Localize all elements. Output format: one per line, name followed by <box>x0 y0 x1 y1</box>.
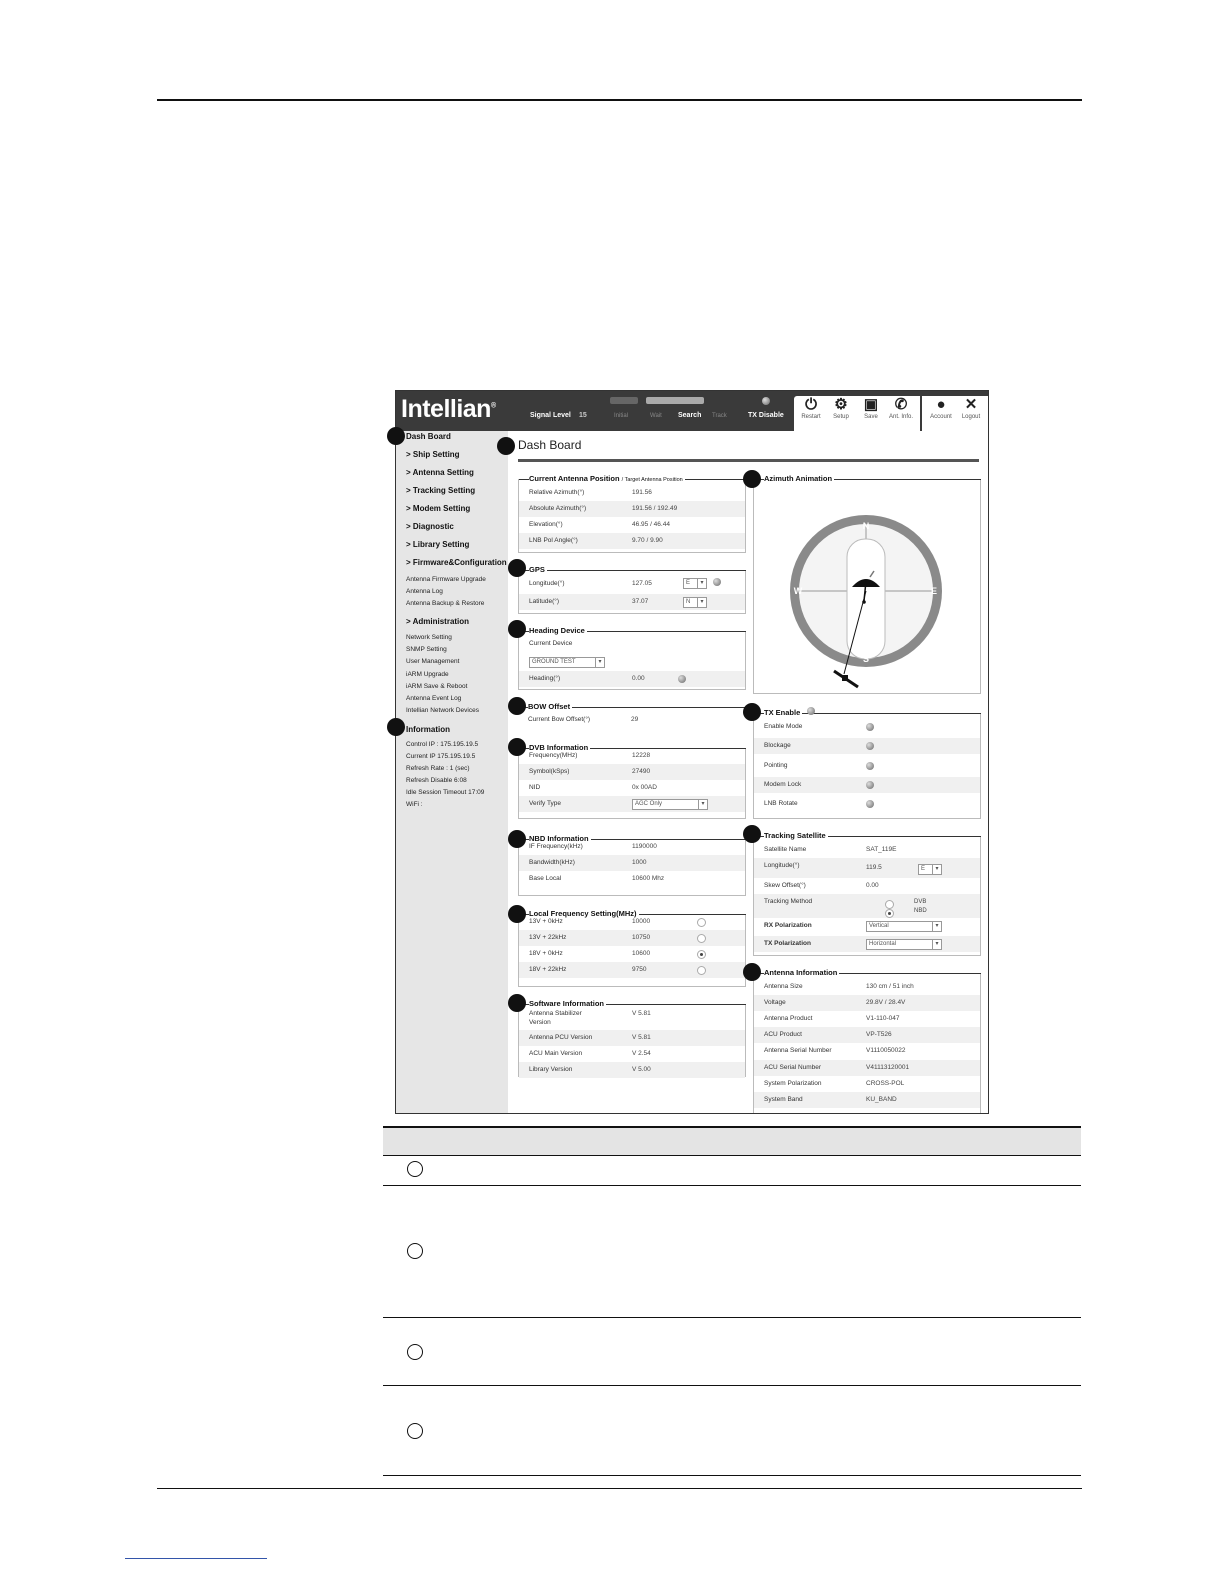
table-row: Current Bow Offset(°) 29 <box>528 716 639 723</box>
toolbar <box>794 396 988 431</box>
user-icon: ● <box>936 396 946 413</box>
web-ui-screenshot <box>395 390 989 1114</box>
tracking-method-dvb-label: DVB <box>914 899 927 905</box>
compass-e-label: E <box>930 586 938 596</box>
info-refresh-rate: Refresh Rate : 1 (sec) <box>406 765 470 772</box>
nbd-information-title: NBD Information <box>529 834 589 843</box>
sidebar-information: Information <box>406 725 450 734</box>
local-frequency-panel <box>518 909 746 987</box>
callout-marker <box>387 718 405 736</box>
local-frequency-title: Local Frequency Setting(MHz) <box>529 909 637 918</box>
sidebar-item-antenna-log[interactable]: Antenna Log <box>406 588 443 595</box>
table-row: 18V + 22kHz 9750 <box>519 962 745 978</box>
sidebar-library-setting[interactable]: > Library Setting <box>406 540 470 549</box>
callout-circle <box>407 1344 423 1360</box>
callout-marker <box>508 905 526 923</box>
sidebar-modem-setting[interactable]: > Modem Setting <box>406 504 471 513</box>
tracking-longitude-direction-select[interactable]: E ▾ <box>918 864 942 875</box>
table-row <box>383 1386 1081 1476</box>
tx-enable-led <box>807 707 815 715</box>
compass-s-label: S <box>862 654 870 664</box>
table-row: Frequency(MHz) 12228 <box>529 752 651 759</box>
table-row: Antenna Size 130 cm / 51 inch <box>764 983 914 990</box>
callout-marker <box>508 559 526 577</box>
table-row: Elevation(°) 46.95 / 46.44 <box>529 521 670 528</box>
table-row: Antenna PCU Version V 5.81 <box>519 1030 745 1046</box>
info-control-ip: Control IP : 175.195.19.5 <box>406 741 479 748</box>
azimuth-animation-title: Azimuth Animation <box>764 474 833 483</box>
signal-bar-left <box>610 397 638 404</box>
signal-level-value: 15 <box>579 412 587 419</box>
sidebar-ship-setting[interactable]: > Ship Setting <box>406 450 460 459</box>
gps-title: GPS <box>529 565 545 574</box>
tx-polarization-select[interactable]: Horizontal ▾ <box>866 939 942 950</box>
callout-circle <box>407 1423 423 1439</box>
tracking-method-nbd-radio[interactable] <box>885 909 894 918</box>
callout-marker <box>387 427 405 445</box>
status-led <box>866 762 874 770</box>
table-row: Relative Azimuth(°) 191.56 <box>529 489 652 496</box>
table-row: Antenna Serial Number V1110050022 <box>764 1047 906 1054</box>
table-row: Voltage 29.8V / 28.4V <box>754 995 980 1011</box>
callout-circle <box>407 1243 423 1259</box>
callout-marker <box>743 470 761 488</box>
status-led <box>866 723 874 731</box>
sidebar-diagnostic[interactable]: > Diagnostic <box>406 522 454 531</box>
heading-device-title: Heading Device <box>529 626 585 635</box>
tracking-satellite-panel <box>753 831 981 956</box>
local-freq-radio[interactable] <box>697 934 706 943</box>
toolbar-divider <box>920 396 922 431</box>
tx-status-led <box>762 397 770 405</box>
table-row: ACU Product VP-T526 <box>754 1027 980 1043</box>
tracking-satellite-title: Tracking Satellite <box>764 831 826 840</box>
tracking-method-dvb-radio[interactable] <box>885 900 894 909</box>
table-row: Heading(°) 0.00 <box>519 671 745 687</box>
sidebar-dash-board[interactable]: Dash Board <box>406 432 451 441</box>
bow-offset-panel <box>518 702 744 729</box>
table-row: Satellite Name SAT_119E <box>764 846 897 853</box>
save-icon: ▣ <box>863 396 879 413</box>
step-wait: Wait <box>650 413 662 419</box>
tx-enable-panel <box>753 708 981 819</box>
dvb-information-panel <box>518 743 746 819</box>
table-row: Library Version V 5.00 <box>519 1062 745 1078</box>
table-row: System Polarization CROSS-POL <box>764 1080 905 1087</box>
longitude-direction-select[interactable]: E ▾ <box>683 578 707 589</box>
dvb-information-title: DVB Information <box>529 743 589 752</box>
table-row: IF Frequency(kHz) 1190000 <box>529 843 657 850</box>
footer-rule <box>157 1488 1082 1489</box>
callout-circle <box>407 1161 423 1177</box>
satellite-icon <box>834 671 858 687</box>
table-row: 13V + 22kHz 10750 <box>519 930 745 946</box>
callout-marker <box>508 738 526 756</box>
info-idle-timeout: Idle Session Timeout 17:09 <box>406 789 485 796</box>
gear-icon: ⚙ <box>834 396 848 413</box>
signal-level-label: Signal Level <box>530 412 571 419</box>
antenna-position-title: Current Antenna Position / Target Antenna Position <box>529 474 683 483</box>
gps-status-led <box>713 578 721 586</box>
heading-status-led <box>678 675 686 683</box>
page-title: Dash Board <box>518 438 582 452</box>
dashboard-main <box>508 431 988 1113</box>
table-row: Skew Offset(°) 0.00 <box>764 882 879 889</box>
local-freq-radio-selected[interactable] <box>697 950 706 959</box>
rx-polarization-select[interactable]: Vertical ▾ <box>866 921 942 932</box>
status-led <box>866 781 874 789</box>
ant-info-button[interactable]: ✆ Ant. Info. <box>886 396 916 420</box>
account-button[interactable]: ● Account <box>926 396 956 420</box>
table-row: RX Polarization <box>764 922 812 929</box>
callout-marker <box>743 825 761 843</box>
description-table-header <box>383 1126 1081 1156</box>
sidebar-item-iarm-upgrade[interactable]: iARM Upgrade <box>406 671 449 678</box>
table-row: 13V + 0kHz 10000 <box>529 918 651 925</box>
title-divider <box>518 459 979 462</box>
tracking-method-nbd-label: NBD <box>914 908 927 914</box>
sidebar-item-network-devices[interactable]: Intellian Network Devices <box>406 707 479 714</box>
callout-marker <box>508 830 526 848</box>
table-row: Enable Mode <box>764 723 803 730</box>
table-row: Antenna Product V1-110-047 <box>764 1015 900 1022</box>
table-row <box>383 1186 1081 1318</box>
step-initial: Initial <box>614 413 629 419</box>
tx-disable-label: TX Disable <box>748 412 784 419</box>
table-row: 18V + 0kHz 10600 <box>529 950 651 957</box>
table-row: Verify Type <box>519 796 745 812</box>
antenna-information-title: Antenna Information <box>764 968 838 977</box>
latitude-direction-select[interactable]: N ▾ <box>683 597 707 608</box>
bow-offset-title: BOW Offset <box>528 702 571 711</box>
signal-bar-right <box>646 397 704 404</box>
table-row: Longitude(°) 119.5 <box>754 858 980 878</box>
close-icon: ✕ <box>964 396 978 413</box>
info-wifi: WiFi : <box>406 801 423 808</box>
callout-marker <box>497 437 515 455</box>
callout-marker <box>508 994 526 1012</box>
table-row: ACU Serial Number V41113120001 <box>754 1060 980 1076</box>
setup-button[interactable]: ⚙ Setup <box>826 396 856 420</box>
table-row: LNB Pol Angle(°) 9.70 / 9.90 <box>519 533 745 549</box>
callout-marker <box>743 963 761 981</box>
step-search: Search <box>678 412 702 419</box>
table-row: Bandwidth(kHz) 1000 <box>519 855 745 871</box>
antenna-position-panel <box>518 474 746 553</box>
table-row: TX Polarization <box>754 936 980 952</box>
power-icon: ⏻ <box>805 396 817 413</box>
header-rule <box>157 99 1082 101</box>
table-row: ACU Main Version V 2.54 <box>529 1050 651 1057</box>
table-row: Base Local 10600 Mhz <box>529 875 665 882</box>
status-led <box>866 742 874 750</box>
table-row: System Band KU_BAND <box>754 1092 980 1108</box>
table-row <box>383 1153 1081 1186</box>
sidebar-item-network-setting[interactable]: Network Setting <box>406 634 452 641</box>
logout-button[interactable]: ✕ Logout <box>956 396 986 420</box>
footer-link-underline <box>125 1558 267 1559</box>
save-button[interactable]: ▣ Save <box>856 396 886 420</box>
sidebar-item-user-management[interactable]: User Management <box>406 658 460 665</box>
tx-enable-title: TX Enable <box>764 708 801 717</box>
local-freq-radio[interactable] <box>697 966 706 975</box>
software-information-title: Software Information <box>529 999 605 1008</box>
table-row: Longitude(°) 127.05 <box>529 580 652 587</box>
table-row: Tracking Method <box>754 894 980 918</box>
info-refresh-disable: Refresh Disable 6:08 <box>406 777 467 784</box>
sidebar-antenna-setting[interactable]: > Antenna Setting <box>406 468 474 477</box>
compass-w-label: W <box>793 586 803 596</box>
table-row: NID 0x 00AD <box>529 784 657 791</box>
sidebar-administration[interactable]: > Administration <box>406 617 470 626</box>
step-track: Track <box>712 413 727 419</box>
azimuth-compass <box>754 479 980 693</box>
satellite-dish-icon: ✆ <box>894 396 908 413</box>
sidebar-item-snmp-setting[interactable]: SNMP Setting <box>406 646 447 653</box>
callout-marker <box>508 697 526 715</box>
sidebar-item-firmware-upgrade[interactable]: Antenna Firmware Upgrade <box>406 576 486 583</box>
table-row: Current Device <box>529 640 573 647</box>
table-row: Pointing <box>764 762 788 769</box>
gps-panel <box>518 565 746 614</box>
antenna-information-panel <box>753 968 981 1114</box>
heading-device-panel <box>518 626 746 690</box>
sidebar-item-backup-restore[interactable]: Antenna Backup & Restore <box>406 600 485 607</box>
table-row: LNB Rotate <box>764 800 798 807</box>
table-row: Symbol(kSps) 27490 <box>519 764 745 780</box>
top-bar <box>396 391 988 431</box>
sidebar <box>396 431 508 1113</box>
table-row: Blockage <box>754 738 980 754</box>
sidebar-item-antenna-event-log[interactable]: Antenna Event Log <box>406 695 462 702</box>
verify-type-select[interactable]: AGC Only ▾ <box>632 799 708 810</box>
info-current-ip: Current IP 175.195.19.5 <box>406 753 476 760</box>
local-freq-radio[interactable] <box>697 918 706 927</box>
intellian-logo: Intellian® <box>401 395 496 423</box>
table-row: Latitude(°) 37.07 <box>519 594 745 610</box>
nbd-information-panel <box>518 834 746 896</box>
callout-marker <box>508 620 526 638</box>
table-row: Antenna Stabilizer Version V 5.81 <box>529 1010 651 1026</box>
table-row: Modem Lock <box>754 777 980 793</box>
sidebar-item-iarm-save-reboot[interactable]: iARM Save & Reboot <box>406 683 468 690</box>
sidebar-tracking-setting[interactable]: > Tracking Setting <box>406 486 476 495</box>
software-information-panel <box>518 999 746 1077</box>
sidebar-firmware-configuration[interactable]: > Firmware&Configuration <box>406 558 507 567</box>
azimuth-animation-panel <box>753 474 981 694</box>
callout-marker <box>743 703 761 721</box>
restart-button[interactable]: ⏻ Restart <box>796 396 826 420</box>
table-row: Absolute Azimuth(°) 191.56 / 192.49 <box>519 501 745 517</box>
status-led <box>866 800 874 808</box>
compass-n-label: N <box>862 521 870 531</box>
table-row <box>383 1318 1081 1386</box>
heading-device-select[interactable]: GROUND TEST ▾ <box>529 657 605 668</box>
